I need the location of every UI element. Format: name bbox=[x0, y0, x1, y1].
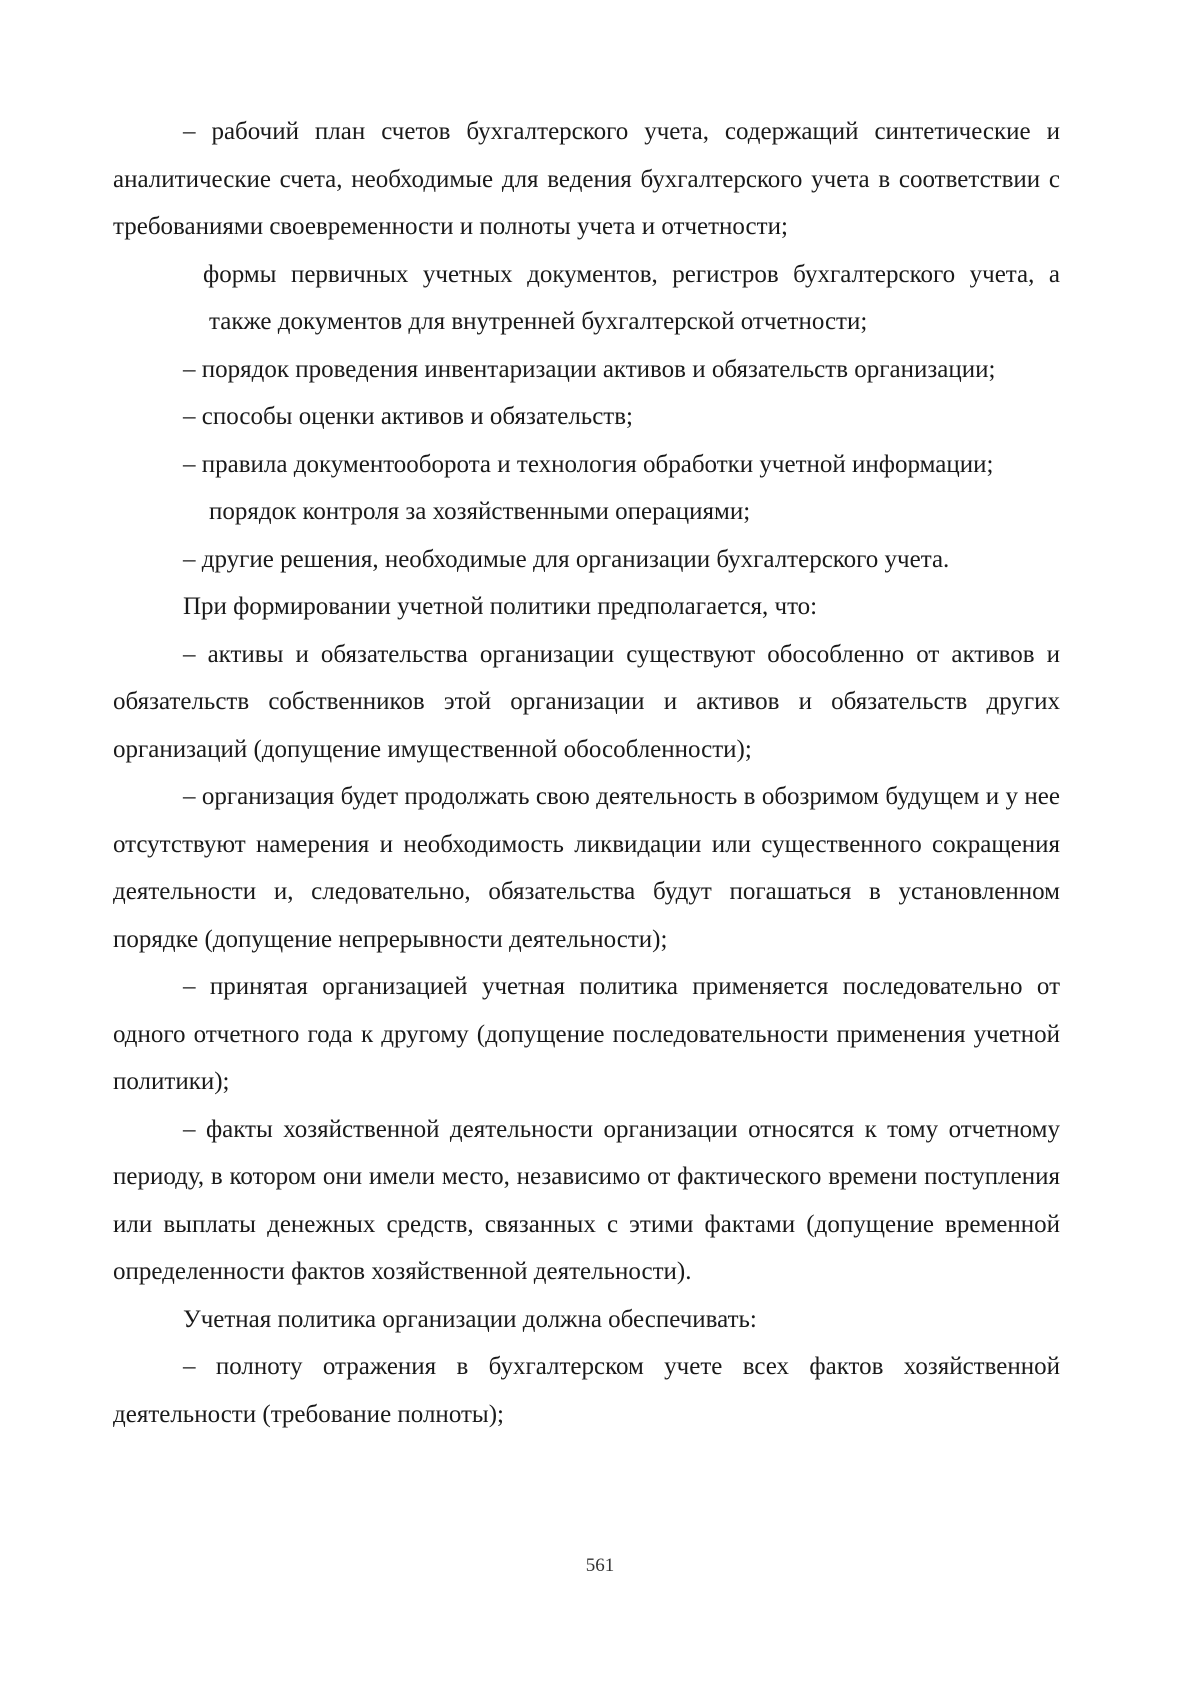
paragraph-control-procedure: порядок контроля за хозяйственными операциями; bbox=[209, 498, 751, 525]
paragraph-temporal-certainty: – факты хозяйственной деятельности организации относятся к тому отчетному периоду, в котором они имели место, независимо от фактического времени поступления или выплаты денежных средств, связанных с этими фактами (допущение временной определенности фактов хозяйственной деятельности). bbox=[113, 1115, 1060, 1285]
paragraph-other-decisions: – другие решения, необходимые для организации бухгалтерского учета. bbox=[183, 545, 950, 573]
paragraph-consistency: – принятая организацией учетная политика применяется последовательно от одного отчетного года к другому (допущение последовательности применения учетной политики); bbox=[113, 973, 1060, 1095]
page-number: 561 bbox=[585, 1555, 615, 1576]
paragraph-document-flow-rules: – правила документооборота и технология обработки учетной информации; bbox=[183, 450, 994, 478]
paragraph-work-chart-of-accounts: – рабочий план счетов бухгалтерского учета, содержащий синтетические и аналитические счета, необходимые для ведения бухгалтерского учета в соответствии с требованиями своевременности и полноты учета и отчетности; bbox=[113, 118, 1060, 240]
paragraph-assumptions-intro: При формировании учетной политики предполагается, что: bbox=[183, 593, 818, 620]
paragraph-policy-requirements-intro: Учетная политика организации должна обеспечивать: bbox=[183, 1305, 757, 1333]
document-page bbox=[113, 108, 1060, 1438]
paragraph-valuation-methods: – способы оценки активов и обязательств; bbox=[183, 403, 633, 430]
paragraph-property-separation: – активы и обязательства организации существуют обособленно от активов и обязательств собственников этой организации и активов и обязательств других организаций (допущение имущественной обособленности); bbox=[113, 640, 1060, 763]
paragraph-inventory-procedure: – порядок проведения инвентаризации активов и обязательств организации; bbox=[183, 355, 996, 383]
paragraph-going-concern: – организация будет продолжать свою деятельность в обозримом будущем и у нее отсутствуют намерения и необходимость ликвидации или существенного сокращения деятельности и, следовательно, обязательства будут погашаться в установленном порядке (допущение непрерывности деятельности); bbox=[113, 783, 1060, 953]
paragraph-primary-document-forms: формы первичных учетных документов, регистров бухгалтерского учета, а также документов для внутренней бухгалтерской отчетности; bbox=[203, 260, 1060, 335]
paragraph-completeness-requirement: – полноту отражения в бухгалтерском учете всех фактов хозяйственной деятельности (требование полноты); bbox=[113, 1353, 1060, 1428]
